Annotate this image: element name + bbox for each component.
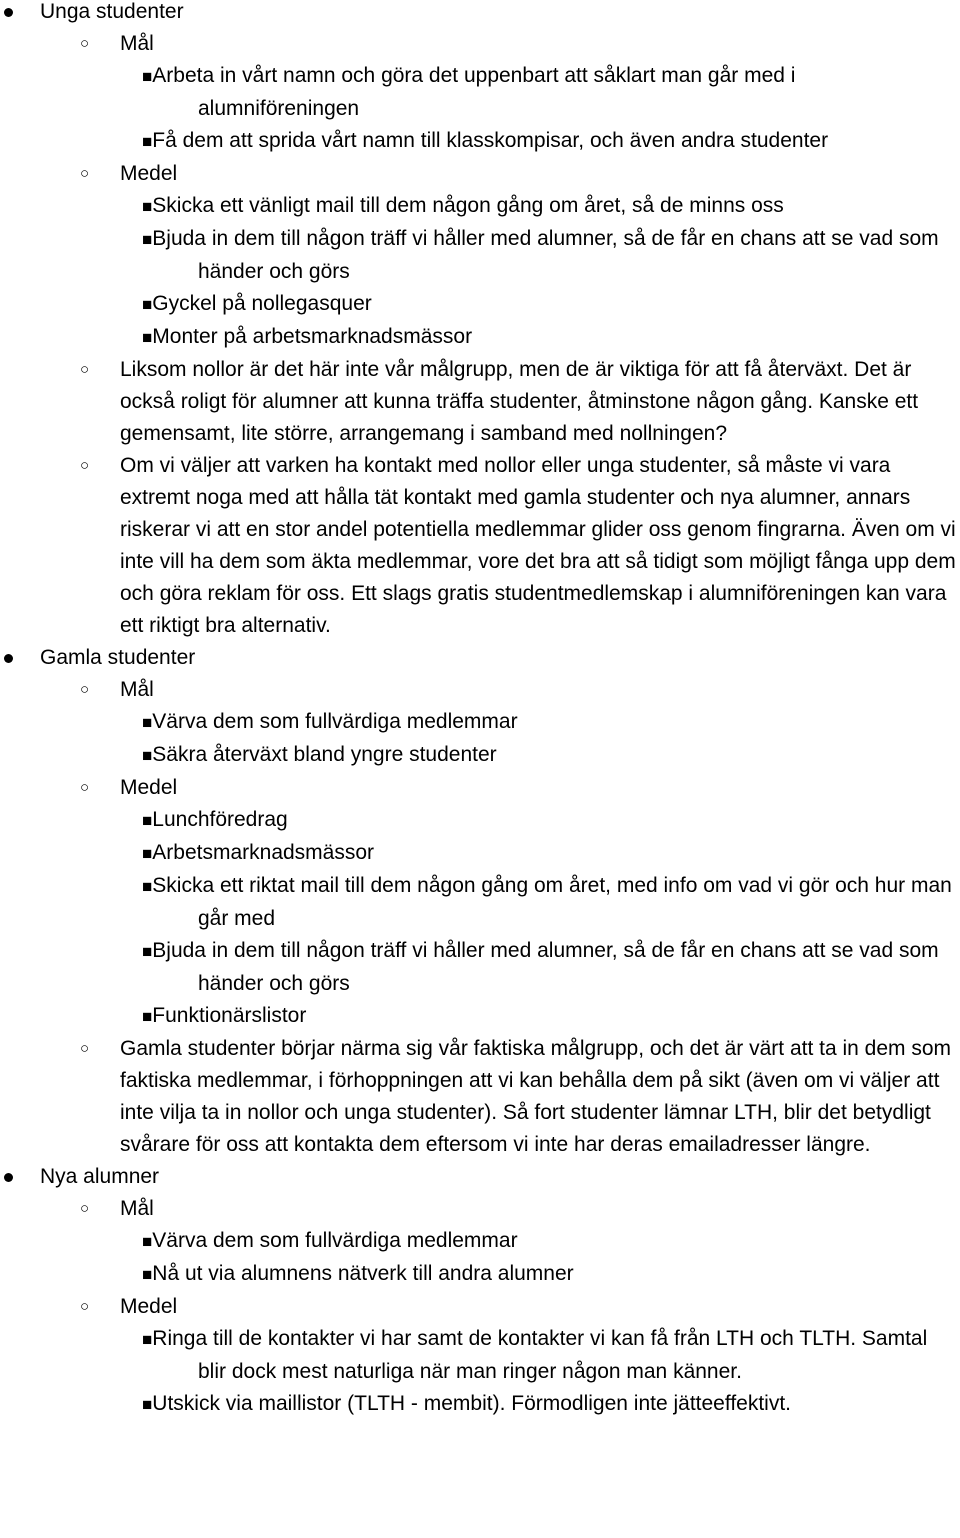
bullet-square-icon: ■ <box>142 1395 153 1414</box>
sub-list-item-text: Arbetsmarknadsmässor <box>152 841 375 864</box>
list-item-text: Mål <box>120 678 154 701</box>
sub-list-item-text: Värva dem som fullvärdiga medlemmar <box>152 710 518 733</box>
sub-list-item-text: Funktionärslistor <box>152 1004 307 1027</box>
list-item-text: Medel <box>120 1295 178 1318</box>
list-item <box>0 1193 960 1225</box>
list-item-text: Om vi väljer att varken ha kontakt med nollor eller unga studenter, så måste vi vara extremt noga med att hålla tät kontakt med gamla studenter och nya alumner, annars riskerar vi att en stor andel potentiella medlemmar glider oss genom fingrarna. Även om vi inte vill ha dem som äkta medlemmar, vore det bra att så tidigt som möjligt fånga upp dem och göra reklam för oss. Ett slags gratis studentmedlemskap i alumniföreningen kan vara ett riktigt bra alternativ. <box>120 454 956 637</box>
bullet-square-icon: ■ <box>142 746 153 765</box>
bullet-square-icon: ■ <box>142 197 153 216</box>
bullet-circle-icon: ○ <box>80 779 90 796</box>
bullet-square-icon: ■ <box>142 67 153 86</box>
sub-list-item <box>0 288 960 321</box>
sub-list-item-text: Få dem att sprida vårt namn till klasskompisar, och även andra studenter <box>152 129 829 152</box>
list-item-text: Mål <box>120 1197 154 1220</box>
section-title: Unga studenter <box>40 0 184 23</box>
bullet-circle-icon: ○ <box>80 1040 90 1057</box>
sub-list-item <box>0 739 960 772</box>
list-item <box>0 772 960 804</box>
list-item <box>0 354 960 450</box>
sub-list-item-text: Utskick via maillistor (TLTH - membit). Förmodligen inte jätteeffektivt. <box>152 1392 791 1415</box>
bullet-circle-icon: ○ <box>80 165 90 182</box>
section-heading <box>0 0 960 28</box>
list-item-text: Medel <box>120 162 178 185</box>
bullet-circle-icon: ○ <box>80 681 90 698</box>
sub-list-item <box>0 870 960 935</box>
sub-list-item <box>0 60 960 125</box>
sub-list-item-text: Skicka ett vänligt mail till dem någon gång om året, så de minns oss <box>152 194 784 217</box>
sub-list-item-text: Säkra återväxt bland yngre studenter <box>152 743 497 766</box>
section-title: Gamla studenter <box>40 646 196 669</box>
sub-list-item <box>0 935 960 1000</box>
bullet-circle-icon: ○ <box>80 1200 90 1217</box>
sub-list-item-text: Arbeta in vårt namn och göra det uppenbart att såklart man går med i alumniföreningen <box>152 64 796 120</box>
bullet-square-icon: ■ <box>142 811 153 830</box>
sub-list-item <box>0 1323 960 1388</box>
sub-list-item-text: Nå ut via alumnens nätverk till andra alumner <box>152 1262 574 1285</box>
sub-list-item <box>0 1000 960 1033</box>
bullet-square-icon: ■ <box>142 132 153 151</box>
bullet-square-icon: ■ <box>142 877 153 896</box>
list-item <box>0 674 960 706</box>
list-item-text: Liksom nollor är det här inte vår målgrupp, men de är viktiga för att få återväxt. Det är också roligt för alumner att kunna träffa studenter, åtminstone någon gång. Kanske ett gemensamt, lite större, arrangemang i samband med nollningen? <box>120 358 919 445</box>
sub-list-item <box>0 321 960 354</box>
sub-list-item-text: Värva dem som fullvärdiga medlemmar <box>152 1229 518 1252</box>
bullet-square-icon: ■ <box>142 1265 153 1284</box>
list-item-text: Gamla studenter börjar närma sig vår faktiska målgrupp, och det är värt att ta in dem som faktiska medlemmar, i förhoppningen att vi kan behålla dem på sikt (även om vi väljer att inte vilja ta in nollor och unga studenter). Så fort studenter lämnar LTH, blir det betydligt svårare för oss att kontakta dem eftersom vi inte har deras emailadresser längre. <box>120 1037 952 1156</box>
section-heading <box>0 1161 960 1193</box>
section-heading <box>0 642 960 674</box>
sub-list-item <box>0 1388 960 1421</box>
bullet-square-icon: ■ <box>142 942 153 961</box>
bullet-square-icon: ■ <box>142 1007 153 1026</box>
sub-list-item-text: Bjuda in dem till någon träff vi håller med alumner, så de får en chans att se vad som händer och görs <box>152 227 939 283</box>
sub-list-item-text: Gyckel på nollegasquer <box>152 292 372 315</box>
sub-list-item <box>0 706 960 739</box>
bullet-square-icon: ■ <box>142 844 153 863</box>
sub-list-item-text: Ringa till de kontakter vi har samt de kontakter vi kan få från LTH och TLTH. Samtal blir dock mest naturliga när man ringer någon man känner. <box>152 1327 928 1383</box>
sub-list-item-text: Skicka ett riktat mail till dem någon gång om året, med info om vad vi gör och hur man går med <box>152 874 952 930</box>
list-item <box>0 1033 960 1161</box>
bullet-square-icon: ■ <box>142 713 153 732</box>
bullet-square-icon: ■ <box>142 328 153 347</box>
sub-list-item <box>0 1258 960 1291</box>
sub-list-item <box>0 125 960 158</box>
bullet-circle-icon: ○ <box>80 361 90 378</box>
bullet-circle-icon: ○ <box>80 457 90 474</box>
bullet-square-icon: ■ <box>142 1330 153 1349</box>
sub-list-item <box>0 223 960 288</box>
list-item-text: Mål <box>120 32 154 55</box>
sub-list-item-text: Lunchföredrag <box>152 808 288 831</box>
bullet-circle-icon: ○ <box>80 35 90 52</box>
list-item-text: Medel <box>120 776 178 799</box>
bullet-square-icon: ■ <box>142 295 153 314</box>
list-item <box>0 158 960 190</box>
sub-list-item-text: Monter på arbetsmarknadsmässor <box>152 325 473 348</box>
sub-list-item <box>0 1225 960 1258</box>
sub-list-item <box>0 837 960 870</box>
section-title: Nya alumner <box>40 1165 160 1188</box>
bullet-circle-icon: ○ <box>80 1298 90 1315</box>
list-item <box>0 450 960 642</box>
list-item <box>0 28 960 60</box>
sub-list-item <box>0 190 960 223</box>
bullet-square-icon: ■ <box>142 1232 153 1251</box>
bullet-square-icon: ■ <box>142 230 153 249</box>
sub-list-item <box>0 804 960 837</box>
sub-list-item-text: Bjuda in dem till någon träff vi håller med alumner, så de får en chans att se vad som händer och görs <box>152 939 939 995</box>
list-item <box>0 1291 960 1323</box>
